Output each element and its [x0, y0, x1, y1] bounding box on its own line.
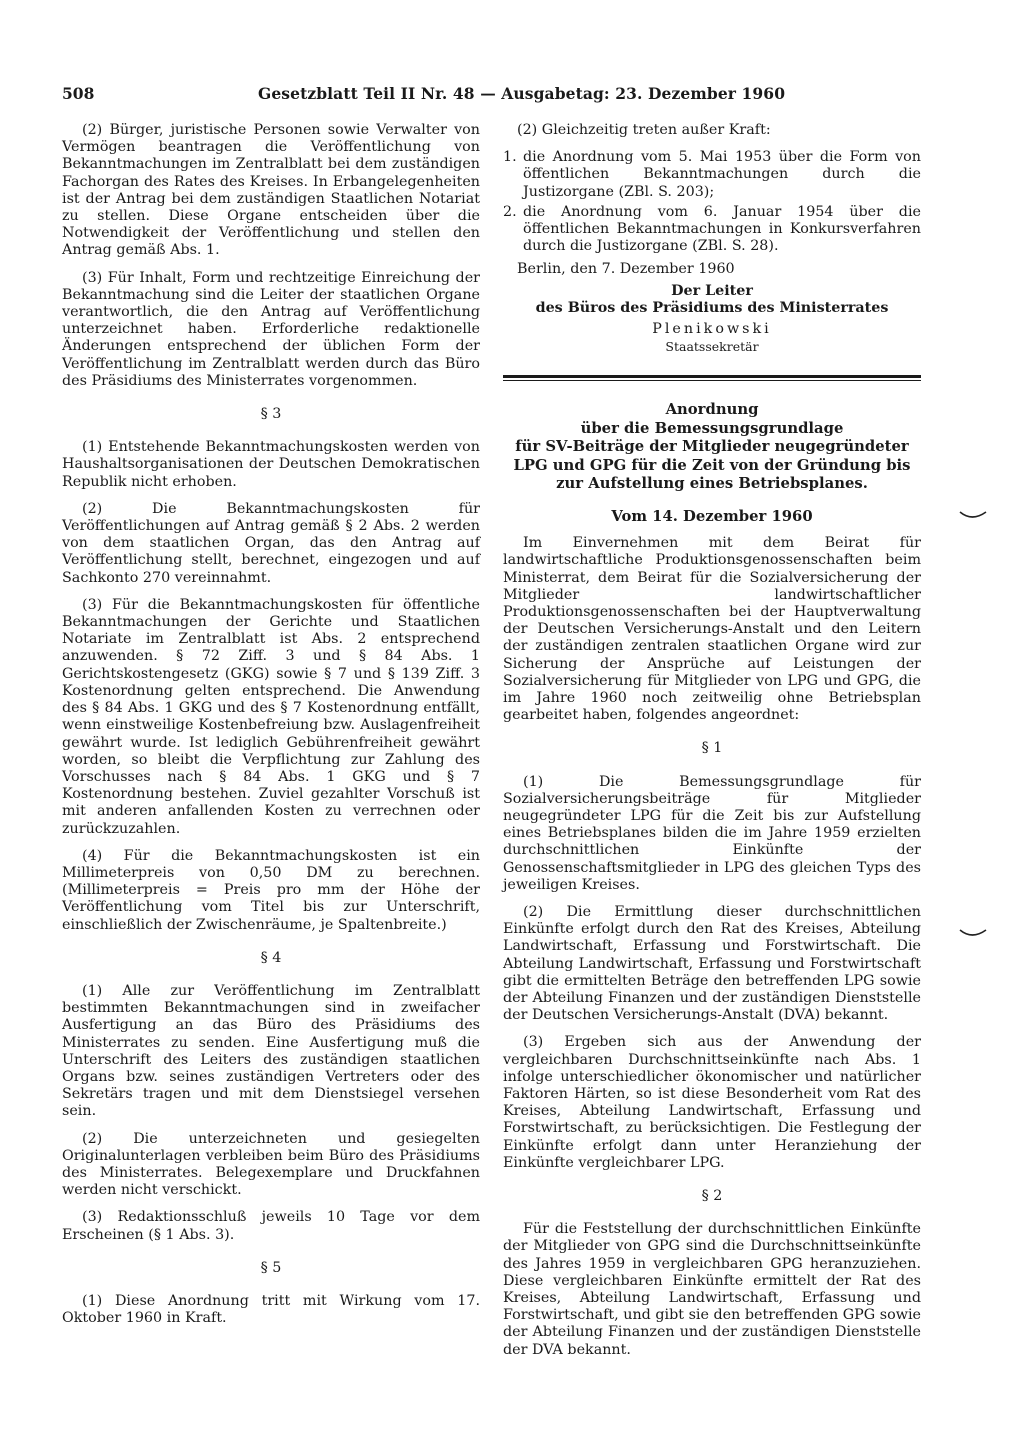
paragraph: (1) Die Bemessungsgrundlage für Sozialversicherungsbeiträge für Mitglieder neugegründeter LPG für die Zeit bis zur Aufstellung eines Betriebsplanes bilden die im Jahre 1959 erzielten durchschnittlichen Einkünfte der Genossenschaftsmitglieder in LPG des gleichen Typs des jeweiligen Kreises. — [503, 773, 921, 893]
list-item-number: 1. — [503, 149, 517, 166]
paragraph: (3) Für Inhalt, Form und rechtzeitige Einreichung der Bekanntmachung sind die Leiter der staatlichen Organe verantwortlich, die den Antrag auf Veröffentlichung unterzeichnet haben. Erforderliche redaktionelle Änderungen entsprechend der üblichen Form der Veröffentlichung im Zentralblatt werden durch das Büro des Präsidiums des Ministerrates vorgenommen. — [62, 269, 480, 389]
paragraph: (1) Diese Anordnung tritt mit Wirkung vom 17. Oktober 1960 in Kraft. — [62, 1292, 480, 1327]
place-date: Berlin, den 7. Dezember 1960 — [517, 261, 735, 278]
running-title: Gesetzblatt Teil II Nr. 48 — Ausgabetag: 23. Dezember 1960 — [258, 84, 786, 103]
ordinance-title-line: Anordnung — [665, 401, 759, 419]
margin-mark — [958, 926, 988, 940]
paragraph: (3) Für die Bekanntmachungskosten für öffentliche Bekanntmachungen der Gerichte und Staatlichen Notariate im Zentralblatt ist Abs. 2 entsprechend anzuwenden. § 72 Ziff. 3 und § 84 Abs. 1 Gerichtskostengesetz (GKG) sowie § 7 und § 139 Ziff. 3 Kostenordnung gelten entsprechend. Die Anwendung des § 84 Abs. 1 GKG und des § 7 Kostenordnung entfällt, wenn einstweilige Kostenbefreiung bzw. Auslagenfreiheit gewährt wurde. Ist lediglich Gebührenfreiheit gewährt worden, so bleibt die Verpflichtung zur Zahlung des Vorschusses nach § 84 Abs. 1 GKG und § 7 Kostenordnung bestehen. Zuviel gezahlter Vorschuß ist mit anderen anfallenden Kosten zu verrechnen oder zurückzuzahlen. — [62, 596, 480, 837]
signature-name: Plenikowski — [652, 321, 772, 338]
left-column — [62, 122, 480, 1337]
paragraph: (3) Ergeben sich aus der Anwendung der vergleichbaren Durchschnittseinkünfte nach Abs. 1 infolge unterschiedlicher ökonomischer und natürlicher Faktoren Härten, so ist diese Besonderheit vom Rat des Kreises, Abteilung Landwirtschaft, Erfassung und Forstwirtschaft, zu berücksichtigen. Die Festlegung der Einkünfte erfolgt dann unter Heranziehung der Einkünfte vergleichbarer LPG. — [503, 1034, 921, 1171]
paragraph: (2) Bürger, juristische Personen sowie Verwalter von Vermögen beantragen die Veröffentlichung von Bekanntmachungen im Zentralblatt bei dem zuständigen Fachorgan des Rates des Kreises. In Erbangelegenheiten ist der Antrag bei dem zuständigen Staatlichen Notariat zu stellen. Diese Organe entscheiden über die Notwendigkeit der Veröffentlichung und stellen den Antrag gemäß Abs. 1. — [62, 122, 480, 259]
list-item-text: die Anordnung vom 5. Mai 1953 über die Form von öffentlichen Bekanntmachungen durch die Justizorgane (ZBl. S. 203); — [523, 149, 921, 200]
section-heading: § 3 — [260, 406, 282, 423]
list-item — [503, 149, 921, 201]
list-item — [503, 204, 921, 256]
ordinance-title — [503, 401, 921, 494]
paragraph: (1) Alle zur Veröffentlichung im Zentralblatt bestimmten Bekanntmachungen sind in zweifacher Ausfertigung an das Büro des Präsidiums des Ministerrates zu senden. Eine Ausfertigung muß die Unterschrift des Leiters des zuständigen staatlichen Organs bzw. seines zuständigen Vertreters oder des Sekretärs tragen und mit dem Dienstsiegel versehen sein. — [62, 982, 480, 1120]
ordinance-title-line: LPG und GPG für die Zeit von der Gründung bis — [513, 456, 911, 474]
paragraph: (3) Redaktionsschluß jeweils 10 Tage vor dem Erscheinen (§ 1 Abs. 3). — [62, 1209, 480, 1243]
paragraph: (2) Die Ermittlung dieser durchschnittlichen Einkünfte erfolgt durch den Rat des Kreises, Abteilung Landwirtschaft, Erfassung und Forstwirtschaft. Die Abteilung Landwirtschaft, Erfassung und Forstwirtschaft gibt die ermittelten Beträge den betreffenden LPG sowie der Abteilung Finanzen und der zuständigen Dienststelle der Deutschen Versicherungs-Anstalt (DVA) bekannt. — [503, 904, 921, 1024]
paragraph: (2) Die unterzeichneten und gesiegelten Originalunterlagen verbleiben beim Büro des Präsidiums des Ministerrates. Belegexemplare und Druckfahnen werden nicht verschickt. — [62, 1130, 480, 1199]
right-column — [503, 122, 921, 1369]
margin-mark — [958, 508, 988, 522]
ordinance-title-line: über die Bemessungsgrundlage — [580, 419, 844, 437]
signature-office: des Büros des Präsidiums des Ministerrates — [535, 299, 889, 316]
page-number: 508 — [62, 84, 95, 103]
section-heading: § 4 — [260, 949, 282, 966]
section-heading: § 5 — [260, 1259, 282, 1276]
list-item-text: die Anordnung vom 6. Januar 1954 über die öffentlichen Bekanntmachungen in Konkursverfahren durch die Justizorgane (ZBl. S. 28). — [523, 203, 921, 255]
section-divider — [503, 375, 921, 378]
paragraph: (2) Gleichzeitig treten außer Kraft: — [517, 122, 771, 138]
page-header — [62, 82, 922, 110]
section-heading: § 1 — [701, 740, 723, 757]
ordinance-title-line: zur Aufstellung eines Betriebsplanes. — [556, 475, 868, 493]
section-heading: § 2 — [701, 1188, 723, 1205]
paragraph: Für die Feststellung der durchschnittlichen Einkünfte der Mitglieder von GPG sind die Durchschnittseinkünfte des Jahres 1959 in vergleichbaren GPG heranzuziehen. Diese vergleichbaren Einkünfte ermittelt der Rat des Kreises, Abteilung Landwirtschaft, Erfassung und Forstwirtschaft, und gibt sie den betreffenden GPG sowie der Abteilung Finanzen und der zuständigen Dienststelle der DVA bekannt. — [503, 1221, 921, 1358]
signature-role: Staatssekretär — [665, 339, 759, 355]
paragraph: (2) Die Bekanntmachungskosten für Veröffentlichungen auf Antrag gemäß § 2 Abs. 2 werden von dem staatlichen Organ, das den Antrag auf Veröffentlichung stellt, berechnet, eingezogen und auf Sachkonto 270 vereinnahmt. — [62, 500, 480, 586]
ordinance-date: Vom 14. Dezember 1960 — [611, 507, 813, 525]
section-divider-thin — [503, 380, 921, 381]
paragraph: (1) Entstehende Bekanntmachungskosten werden von Haushaltsorganisationen der Deutschen Demokratischen Republik nicht erhoben. — [62, 439, 480, 490]
ordinance-title-line: für SV-Beiträge der Mitglieder neugegründeter — [515, 438, 909, 456]
list-item-number: 2. — [503, 203, 517, 220]
paragraph: (4) Für die Bekanntmachungskosten ist ein Millimeterpreis von 0,50 DM zu berechnen. (Millimeterpreis = Preis pro mm der Höhe der Veröffentlichung vom Titel bis zur Unterschrift, einschließlich der Zwischenräume, je Spaltenbreite.) — [62, 847, 480, 933]
signature-title: Der Leiter — [671, 282, 753, 299]
paragraph: Im Einvernehmen mit dem Beirat für landwirtschaftliche Produktionsgenossenschaften beim Ministerrat, dem Beirat für die Sozialversicherung der Mitglieder landwirtschaftlicher Produktionsgenossenschaften bei der Hauptverwaltung der Deutschen Versicherungs-Anstalt und den Leitern der zuständigen zentralen staatlichen Organe wird zur Sicherung der Ansprüche auf Leistungen der Sozialversicherung für Mitglieder von LPG und GPG, die im Jahre 1960 noch zeitweilig ohne Betriebsplan gearbeitet haben, folgendes angeordnet: — [503, 535, 921, 724]
